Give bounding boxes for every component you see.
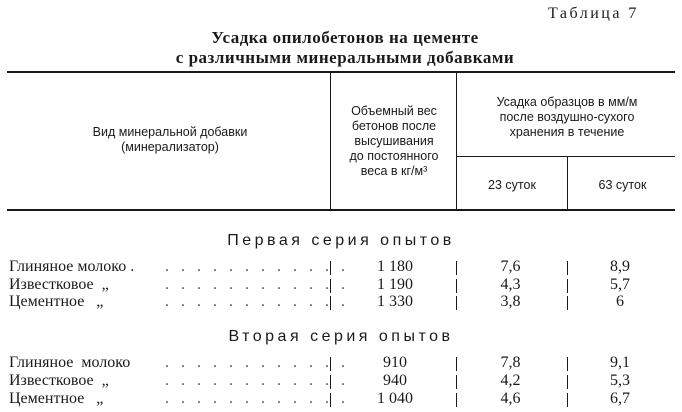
header-cell-63-days: 63 суток (598, 178, 647, 192)
row-shrink-63: 6 (616, 293, 624, 310)
row-leader-dots: . . . . . . . . . . . . (165, 276, 349, 293)
header-cell-line: хранения в течение (509, 125, 625, 139)
header-cell-volume-weight (333, 104, 455, 179)
row-weight: 1 190 (377, 276, 413, 293)
table-row (0, 390, 682, 408)
table-row (0, 354, 682, 372)
row-shrink-63: 9,1 (610, 354, 630, 371)
row-separator (456, 279, 457, 293)
header-cell-line: бетонов после (351, 119, 437, 133)
header-top-rule (7, 71, 675, 73)
row-separator (330, 279, 331, 293)
row-name: Цементное „ (9, 390, 104, 407)
row-leader-dots: . . . . . . . . . . . . (165, 293, 349, 310)
header-divider-3 (567, 157, 568, 209)
row-separator (456, 296, 457, 310)
header-cell-line: Объемный вес (351, 104, 437, 118)
row-shrink-23: 7,8 (500, 354, 521, 371)
row-shrink-23: 4,2 (500, 372, 521, 389)
header-cell-line: высушивания (354, 134, 434, 148)
header-cell-line: веса в кг/м³ (360, 164, 428, 178)
row-shrink-63: 6,7 (610, 390, 630, 407)
row-name: Цементное „ (9, 293, 104, 310)
row-separator (456, 357, 457, 371)
header-cell-line: до постоянного (349, 149, 439, 163)
row-separator (330, 375, 331, 389)
header-cell-line: Усадка образцов в мм/м (496, 95, 638, 109)
row-separator (567, 279, 568, 293)
row-weight: 940 (383, 372, 407, 389)
row-shrink-23: 4,6 (500, 390, 521, 407)
table-row (0, 258, 682, 276)
section-title-1: Первая серия опытов (227, 232, 455, 249)
row-leader-dots: . . . . . . . . . . . . (165, 372, 349, 389)
row-leader-dots: . . . . . . . . . . . . (165, 390, 349, 407)
row-separator (456, 393, 457, 407)
table-row (0, 276, 682, 294)
table-title-line-2: с различными минеральными добавками (175, 48, 515, 67)
header-bottom-rule (7, 209, 675, 211)
row-separator (330, 296, 331, 310)
table-row (0, 372, 682, 390)
row-separator (567, 393, 568, 407)
header-divider-2 (456, 73, 457, 209)
row-separator (330, 261, 331, 275)
header-cell-line: после воздушно-сухого (499, 110, 635, 124)
row-weight: 1 330 (377, 293, 413, 310)
row-shrink-23: 4,3 (500, 276, 521, 293)
header-cell-shrinkage (459, 95, 675, 140)
row-shrink-23: 3,8 (500, 293, 521, 310)
row-name: Глиняное молоко . (9, 258, 135, 275)
header-cell-additive-type (20, 125, 320, 155)
row-weight: 1 040 (377, 390, 413, 407)
row-leader-dots: . . . . . . . . . . . . (165, 354, 349, 371)
row-separator (456, 261, 457, 275)
header-subrule (457, 156, 675, 157)
row-leader-dots: . . . . . . . . . . . . (165, 258, 349, 275)
row-shrink-63: 5,3 (610, 372, 630, 389)
section-title-2: Вторая серия опытов (228, 328, 454, 345)
header-cell-line: (минерализатор) (121, 140, 219, 154)
row-separator (330, 357, 331, 371)
row-separator (567, 357, 568, 371)
table-title-line-1: Усадка опилобетонов на цементе (211, 28, 479, 47)
row-shrink-63: 8,9 (610, 258, 630, 275)
row-weight: 910 (383, 354, 407, 371)
row-separator (330, 393, 331, 407)
header-cell-23-days: 23 суток (488, 178, 536, 192)
row-name: Известковое „ (9, 276, 109, 293)
table-number: Таблица 7 (548, 5, 639, 22)
row-name: Глиняное молоко (9, 354, 131, 371)
row-separator (567, 261, 568, 275)
header-divider-1 (330, 73, 331, 209)
row-shrink-63: 5,7 (610, 276, 630, 293)
header-cell-line: Вид минеральной добавки (92, 125, 248, 139)
row-separator (456, 375, 457, 389)
row-shrink-23: 7,6 (500, 258, 521, 275)
row-name: Известковое „ (9, 372, 109, 389)
row-weight: 1 180 (377, 258, 413, 275)
row-separator (567, 296, 568, 310)
row-separator (567, 375, 568, 389)
table-row (0, 293, 682, 311)
